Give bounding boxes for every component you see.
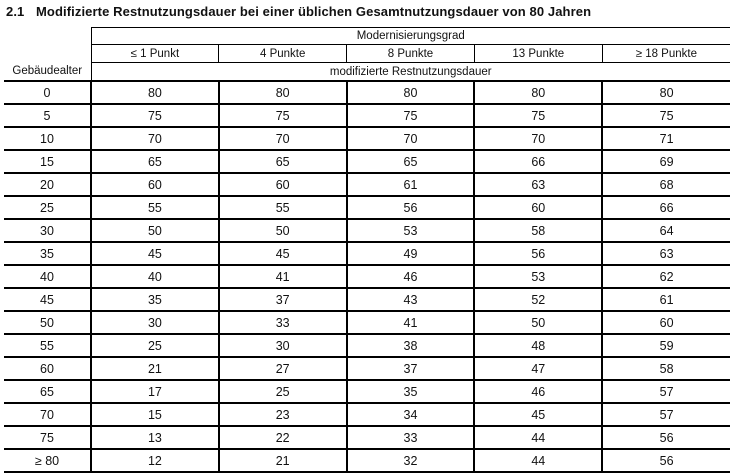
value-cell: 75 — [474, 104, 602, 127]
value-cell: 64 — [602, 219, 730, 242]
column-header-1: ≤ 1 Punkt — [91, 45, 219, 63]
value-cell: 66 — [474, 150, 602, 173]
age-cell: 0 — [4, 81, 91, 104]
value-cell: 41 — [219, 265, 347, 288]
value-cell: 65 — [219, 150, 347, 173]
age-cell: 15 — [4, 150, 91, 173]
group-header-label: Modernisierungsgrad — [356, 29, 465, 42]
value-cell: 53 — [347, 219, 475, 242]
value-cell: 23 — [219, 403, 347, 426]
value-cell: 45 — [219, 242, 347, 265]
value-cell: 75 — [91, 104, 219, 127]
value-cell: 58 — [602, 357, 730, 380]
value-cell: 17 — [91, 380, 219, 403]
value-cell: 56 — [474, 242, 602, 265]
age-cell: 55 — [4, 334, 91, 357]
age-cell: 25 — [4, 196, 91, 219]
restnutzungsdauer-table — [4, 27, 730, 473]
value-cell: 46 — [474, 380, 602, 403]
value-cell: 65 — [91, 150, 219, 173]
age-cell: 5 — [4, 104, 91, 127]
table-row — [4, 242, 730, 265]
value-cell: 41 — [347, 311, 475, 334]
value-cell: 69 — [602, 150, 730, 173]
value-cell: 75 — [347, 104, 475, 127]
value-cell: 22 — [219, 426, 347, 449]
value-cell: 80 — [602, 81, 730, 104]
table-row — [4, 81, 730, 104]
age-cell: 45 — [4, 288, 91, 311]
value-cell: 37 — [219, 288, 347, 311]
value-cell: 56 — [602, 426, 730, 449]
value-cell: 45 — [91, 242, 219, 265]
table-row — [4, 403, 730, 426]
value-cell: 57 — [602, 403, 730, 426]
value-cell: 13 — [91, 426, 219, 449]
value-cell: 80 — [474, 81, 602, 104]
header-row-columns — [4, 45, 730, 63]
value-cell: 80 — [347, 81, 475, 104]
age-cell: 10 — [4, 127, 91, 150]
value-cell: 21 — [219, 449, 347, 472]
table-row — [4, 334, 730, 357]
value-header-cell — [91, 63, 730, 82]
value-cell: 57 — [602, 380, 730, 403]
value-cell: 58 — [474, 219, 602, 242]
table-row — [4, 426, 730, 449]
value-cell: 80 — [91, 81, 219, 104]
value-cell: 65 — [347, 150, 475, 173]
age-cell: ≥ 80 — [4, 449, 91, 472]
column-header-3: 8 Punkte — [347, 45, 475, 63]
value-cell: 33 — [347, 426, 475, 449]
value-cell: 30 — [219, 334, 347, 357]
value-cell: 21 — [91, 357, 219, 380]
value-cell: 52 — [474, 288, 602, 311]
table-row — [4, 288, 730, 311]
value-cell: 47 — [474, 357, 602, 380]
value-cell: 49 — [347, 242, 475, 265]
header-row-values — [4, 63, 730, 82]
age-cell: 60 — [4, 357, 91, 380]
value-cell: 70 — [91, 127, 219, 150]
table-row — [4, 173, 730, 196]
value-cell: 70 — [474, 127, 602, 150]
value-cell: 68 — [602, 173, 730, 196]
value-cell: 33 — [219, 311, 347, 334]
value-cell: 61 — [602, 288, 730, 311]
value-cell: 50 — [91, 219, 219, 242]
column-header-2: 4 Punkte — [219, 45, 347, 63]
value-cell: 56 — [347, 196, 475, 219]
section-heading — [6, 4, 591, 19]
age-cell: 35 — [4, 242, 91, 265]
value-cell: 35 — [91, 288, 219, 311]
table-row — [4, 357, 730, 380]
value-cell: 25 — [219, 380, 347, 403]
table-row — [4, 219, 730, 242]
value-cell: 55 — [219, 196, 347, 219]
value-cell: 34 — [347, 403, 475, 426]
value-cell: 37 — [347, 357, 475, 380]
value-cell: 60 — [602, 311, 730, 334]
value-cell: 30 — [91, 311, 219, 334]
value-cell: 48 — [474, 334, 602, 357]
age-cell: 40 — [4, 265, 91, 288]
value-cell: 71 — [602, 127, 730, 150]
header-row-group — [4, 27, 730, 45]
value-cell: 25 — [91, 334, 219, 357]
age-cell: 20 — [4, 173, 91, 196]
value-cell: 56 — [602, 449, 730, 472]
section-number: 2.1 — [6, 4, 25, 19]
age-cell: 65 — [4, 380, 91, 403]
table-row — [4, 380, 730, 403]
value-cell: 62 — [602, 265, 730, 288]
value-cell: 63 — [474, 173, 602, 196]
value-cell: 50 — [219, 219, 347, 242]
value-cell: 75 — [602, 104, 730, 127]
value-cell: 44 — [474, 426, 602, 449]
table-row — [4, 150, 730, 173]
value-cell: 55 — [91, 196, 219, 219]
table-row — [4, 311, 730, 334]
value-cell: 70 — [219, 127, 347, 150]
column-header-5: ≥ 18 Punkte — [602, 45, 730, 63]
value-cell: 61 — [347, 173, 475, 196]
value-cell: 50 — [474, 311, 602, 334]
age-cell: 50 — [4, 311, 91, 334]
age-cell: 75 — [4, 426, 91, 449]
table-row — [4, 449, 730, 472]
value-cell: 70 — [347, 127, 475, 150]
column-header-4: 13 Punkte — [474, 45, 602, 63]
value-cell: 15 — [91, 403, 219, 426]
value-cell: 46 — [347, 265, 475, 288]
section-title: Modifizierte Restnutzungsdauer bei einer üblichen Gesamtnutzungsdauer von 80 Jahren — [36, 4, 592, 19]
value-cell: 35 — [347, 380, 475, 403]
value-cell: 59 — [602, 334, 730, 357]
age-cell: 30 — [4, 219, 91, 242]
value-cell: 43 — [347, 288, 475, 311]
table-row — [4, 265, 730, 288]
table-row — [4, 127, 730, 150]
value-cell: 60 — [474, 196, 602, 219]
value-cell: 80 — [219, 81, 347, 104]
value-cell: 53 — [474, 265, 602, 288]
value-cell: 38 — [347, 334, 475, 357]
value-cell: 12 — [91, 449, 219, 472]
row-header-cell — [4, 27, 91, 81]
table-row — [4, 196, 730, 219]
value-cell: 66 — [602, 196, 730, 219]
value-header-label: modifizierte Restnutzungsdauer — [329, 65, 492, 78]
value-cell: 75 — [219, 104, 347, 127]
value-cell: 60 — [219, 173, 347, 196]
value-cell: 32 — [347, 449, 475, 472]
value-cell: 45 — [474, 403, 602, 426]
value-cell: 60 — [91, 173, 219, 196]
table-row — [4, 104, 730, 127]
value-cell: 27 — [219, 357, 347, 380]
value-cell: 63 — [602, 242, 730, 265]
value-cell: 44 — [474, 449, 602, 472]
row-header-label: Gebäudealter — [12, 65, 83, 77]
value-cell: 40 — [91, 265, 219, 288]
group-header-cell — [91, 27, 730, 45]
age-cell: 70 — [4, 403, 91, 426]
